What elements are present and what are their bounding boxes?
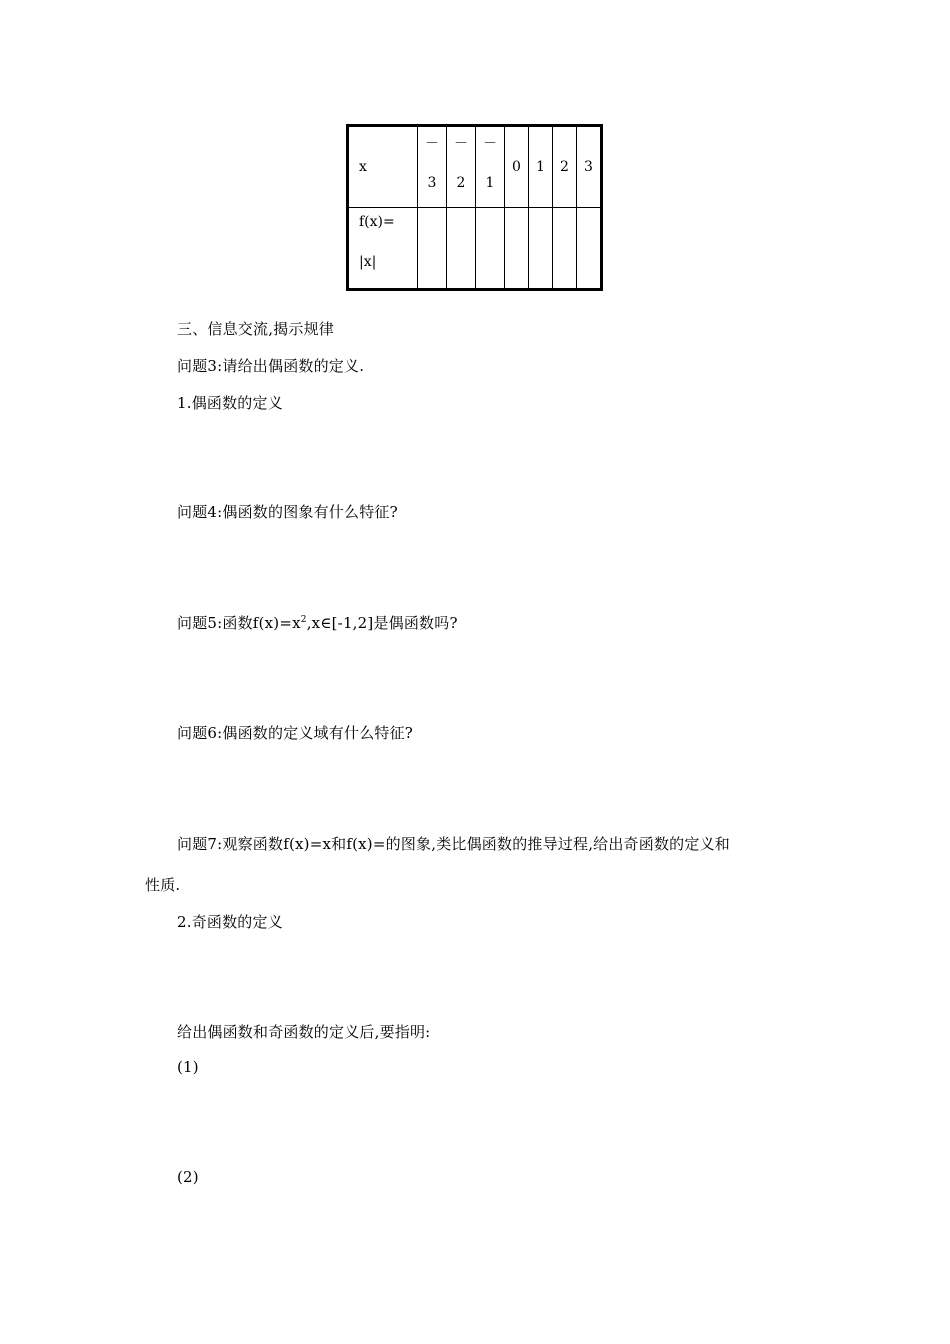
odd-function-definition-heading: 2.奇函数的定义 [177,913,283,931]
table-row-x [348,126,602,208]
table-header-x: x [348,126,418,208]
q5-text-after: ,x∈[-1,2]是偶函数吗? [306,614,458,632]
table-blank-cell [447,208,476,290]
note-item-1: (1) [177,1058,199,1076]
question-7-line2: 性质. [145,876,181,894]
table-cell-3: 3 [577,126,602,208]
table-row-fx [348,208,602,290]
question-5 [177,612,458,633]
minus-sign: － [425,136,439,152]
minus-sign: － [483,136,497,152]
q5-text-before: 问题5:函数f(x)=x [177,614,301,632]
minus-sign: － [454,136,468,152]
table-cell-neg1 [476,126,505,208]
even-function-definition-heading: 1.偶函数的定义 [177,394,283,412]
table-blank-cell [476,208,505,290]
table-header-fx [348,208,418,290]
cell-value: 3 [427,175,437,191]
question-6: 问题6:偶函数的定义域有什么特征? [177,724,414,742]
table-cell-2: 2 [553,126,577,208]
table-blank-cell [505,208,529,290]
table-cell-1: 1 [529,126,553,208]
cell-value: 1 [485,175,495,191]
table-blank-cell [577,208,602,290]
question-4: 问题4:偶函数的图象有什么特征? [177,503,398,521]
table-cell-neg2 [447,126,476,208]
table-blank-cell [553,208,577,290]
fx-label-line2: |x| [359,254,377,270]
table-cell-0: 0 [505,126,529,208]
cell-value: 2 [456,175,466,191]
table-cell-neg3 [418,126,447,208]
table-blank-cell [418,208,447,290]
definition-note: 给出偶函数和奇函数的定义后,要指明: [177,1023,431,1041]
table-blank-cell [529,208,553,290]
section-title: 三、信息交流,揭示规律 [177,320,334,338]
question-3: 问题3:请给出偶函数的定义. [177,357,365,375]
fx-label-line1: f(x)= [359,214,395,230]
note-item-2: (2) [177,1168,199,1186]
value-table [346,124,603,291]
q5-superscript: 2 [300,615,307,625]
question-7-line1: 问题7:观察函数f(x)=x和f(x)=的图象,类比偶函数的推导过程,给出奇函数的定义和 [177,835,730,853]
